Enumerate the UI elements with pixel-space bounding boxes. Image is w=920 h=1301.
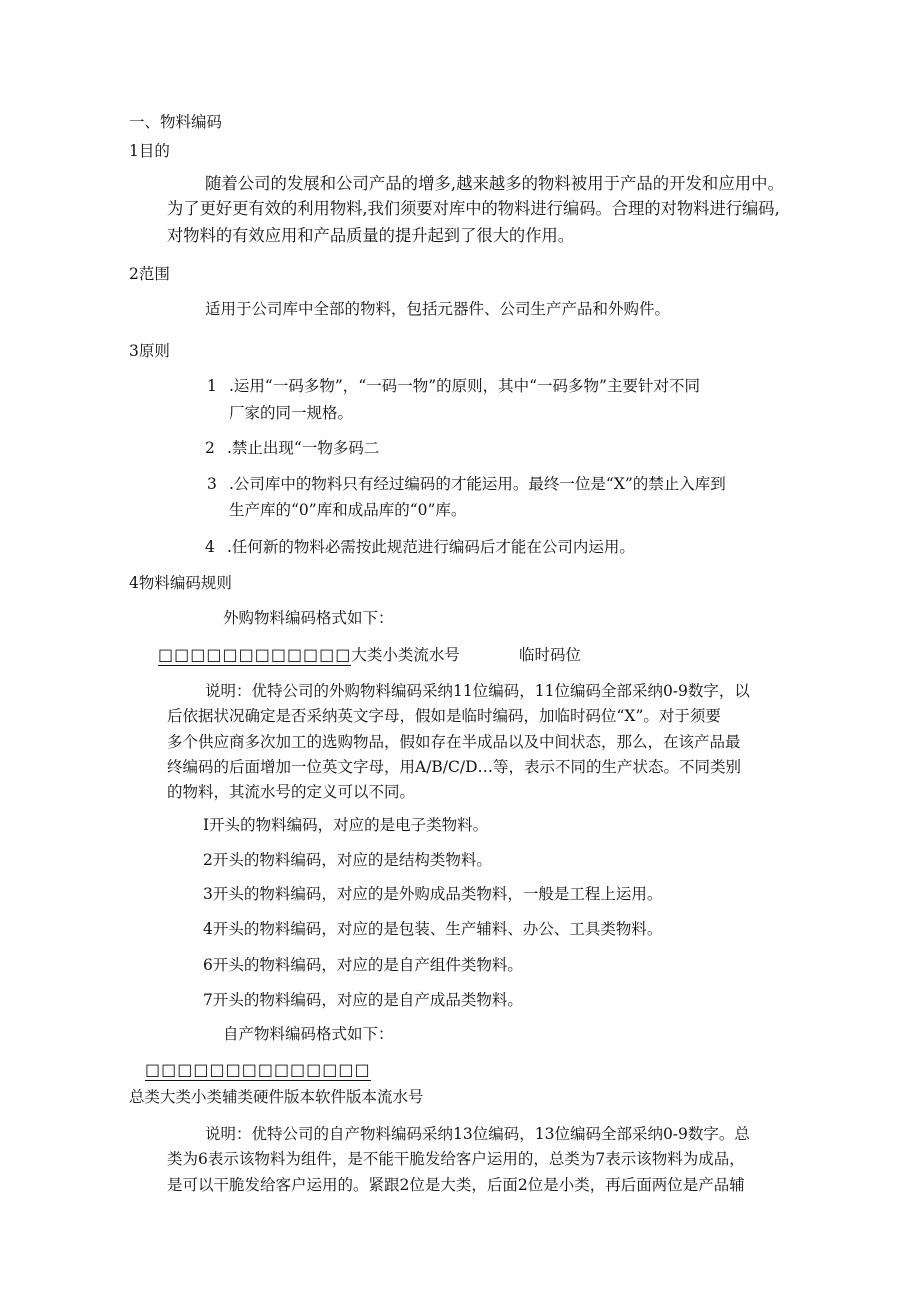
category-item: 6开头的物料编码，对应的是自产组件类物料。: [203, 956, 523, 974]
scope-heading: 2范围: [129, 265, 170, 283]
principle-number: 2: [205, 439, 215, 457]
principles-heading: 3原则: [129, 342, 170, 360]
scope-text: 适用于公司库中全部的物料，包括元器件、公司生产产品和外购件。: [205, 300, 671, 318]
principle-number: 4: [205, 538, 215, 556]
section-title: 一、物料编码: [129, 113, 223, 131]
principle-number: 3: [207, 475, 217, 493]
temp-code-label: 临时码位: [519, 646, 582, 664]
code-segment-labels: 大类小类流水号: [351, 646, 460, 664]
selfmade-code-boxes: [145, 1060, 371, 1080]
principle-text: .任何新的物料必需按此规范进行编码后才能在公司内运用。: [227, 538, 635, 556]
principle-number: 1: [207, 377, 217, 395]
purchased-desc-line: 说明：优特公司的外购物料编码采纳11位编码，11位编码全部采纳0-9数字，以: [205, 682, 750, 700]
category-item: 2开头的物料编码，对应的是结构类物料。: [203, 851, 492, 869]
purchased-format-title: 外购物料编码格式如下：: [223, 609, 394, 627]
code-boxes: □□□□□□□□□□□□□□: [145, 1060, 371, 1079]
purchased-desc-line: 多个供应商多次加工的选购物品，假如存在半成品以及中间状态，那么，在该产品最: [167, 733, 741, 751]
principle-text-cont: 厂家的同一规格。: [229, 404, 354, 422]
purchased-desc-line: 的物料，其流水号的定义可以不同。: [167, 783, 416, 801]
category-item: I开头的物料编码，对应的是电子类物料。: [203, 816, 489, 834]
principle-text: .禁止出现“一物多码二: [227, 439, 380, 457]
purpose-line: 随着公司的发展和公司产品的增多,越来越多的物料被用于产品的开发和应用中。: [205, 174, 784, 193]
purpose-heading: 1目的: [129, 142, 170, 160]
code-boxes: □□□□□□□□□□□□: [158, 645, 352, 664]
principle-text: .运用“一码多物”，“一码一物”的原则，其中“一码多物”主要针对不同: [229, 377, 700, 395]
purchased-desc-line: 终编码的后面增加一位英文字母，用A/B/C/D…等，表示不同的生产状态。不同类别: [167, 758, 742, 776]
selfmade-format-title: 自产物料编码格式如下：: [223, 1025, 394, 1043]
selfmade-desc-line: 类为6表示该物料为组件，是不能干脆发给客户运用的，总类为7表示该物料为成品，: [167, 1150, 745, 1168]
category-item: 7开头的物料编码，对应的是自产成品类物料。: [203, 991, 523, 1009]
purpose-line: 对物料的有效应用和产品质量的提升起到了很大的作用。: [167, 226, 575, 245]
category-item: 3开头的物料编码，对应的是外购成品类物料，一般是工程上运用。: [203, 885, 663, 903]
purchased-code-boxes: [158, 645, 460, 665]
rules-heading: 4物料编码规则: [129, 574, 232, 592]
purpose-line: 为了更好更有效的利用物料,我们须要对库中的物料进行编码。合理的对物料进行编码,: [167, 199, 780, 218]
selfmade-desc-line: 是可以干脆发给客户运用的。紧跟2位是大类，后面2位是小类，再后面两位是产品辅: [167, 1176, 745, 1194]
principle-text-cont: 生产库的“0”库和成品库的“0”库。: [229, 501, 467, 519]
selfmade-segment-labels: 总类大类小类辅类硬件版本软件版本流水号: [129, 1088, 424, 1106]
selfmade-desc-line: 说明：优特公司的自产物料编码采纳13位编码，13位编码全部采纳0-9数字。总: [205, 1125, 750, 1143]
category-item: 4开头的物料编码，对应的是包装、生产辅料、办公、工具类物料。: [203, 920, 663, 938]
principle-text: .公司库中的物料只有经过编码的才能运用。最终一位是“X”的禁止入库到: [229, 475, 726, 493]
purchased-desc-line: 后依据状况确定是否采纳英文字母，假如是临时编码，加临时码位“X”。对于须要: [167, 707, 721, 725]
